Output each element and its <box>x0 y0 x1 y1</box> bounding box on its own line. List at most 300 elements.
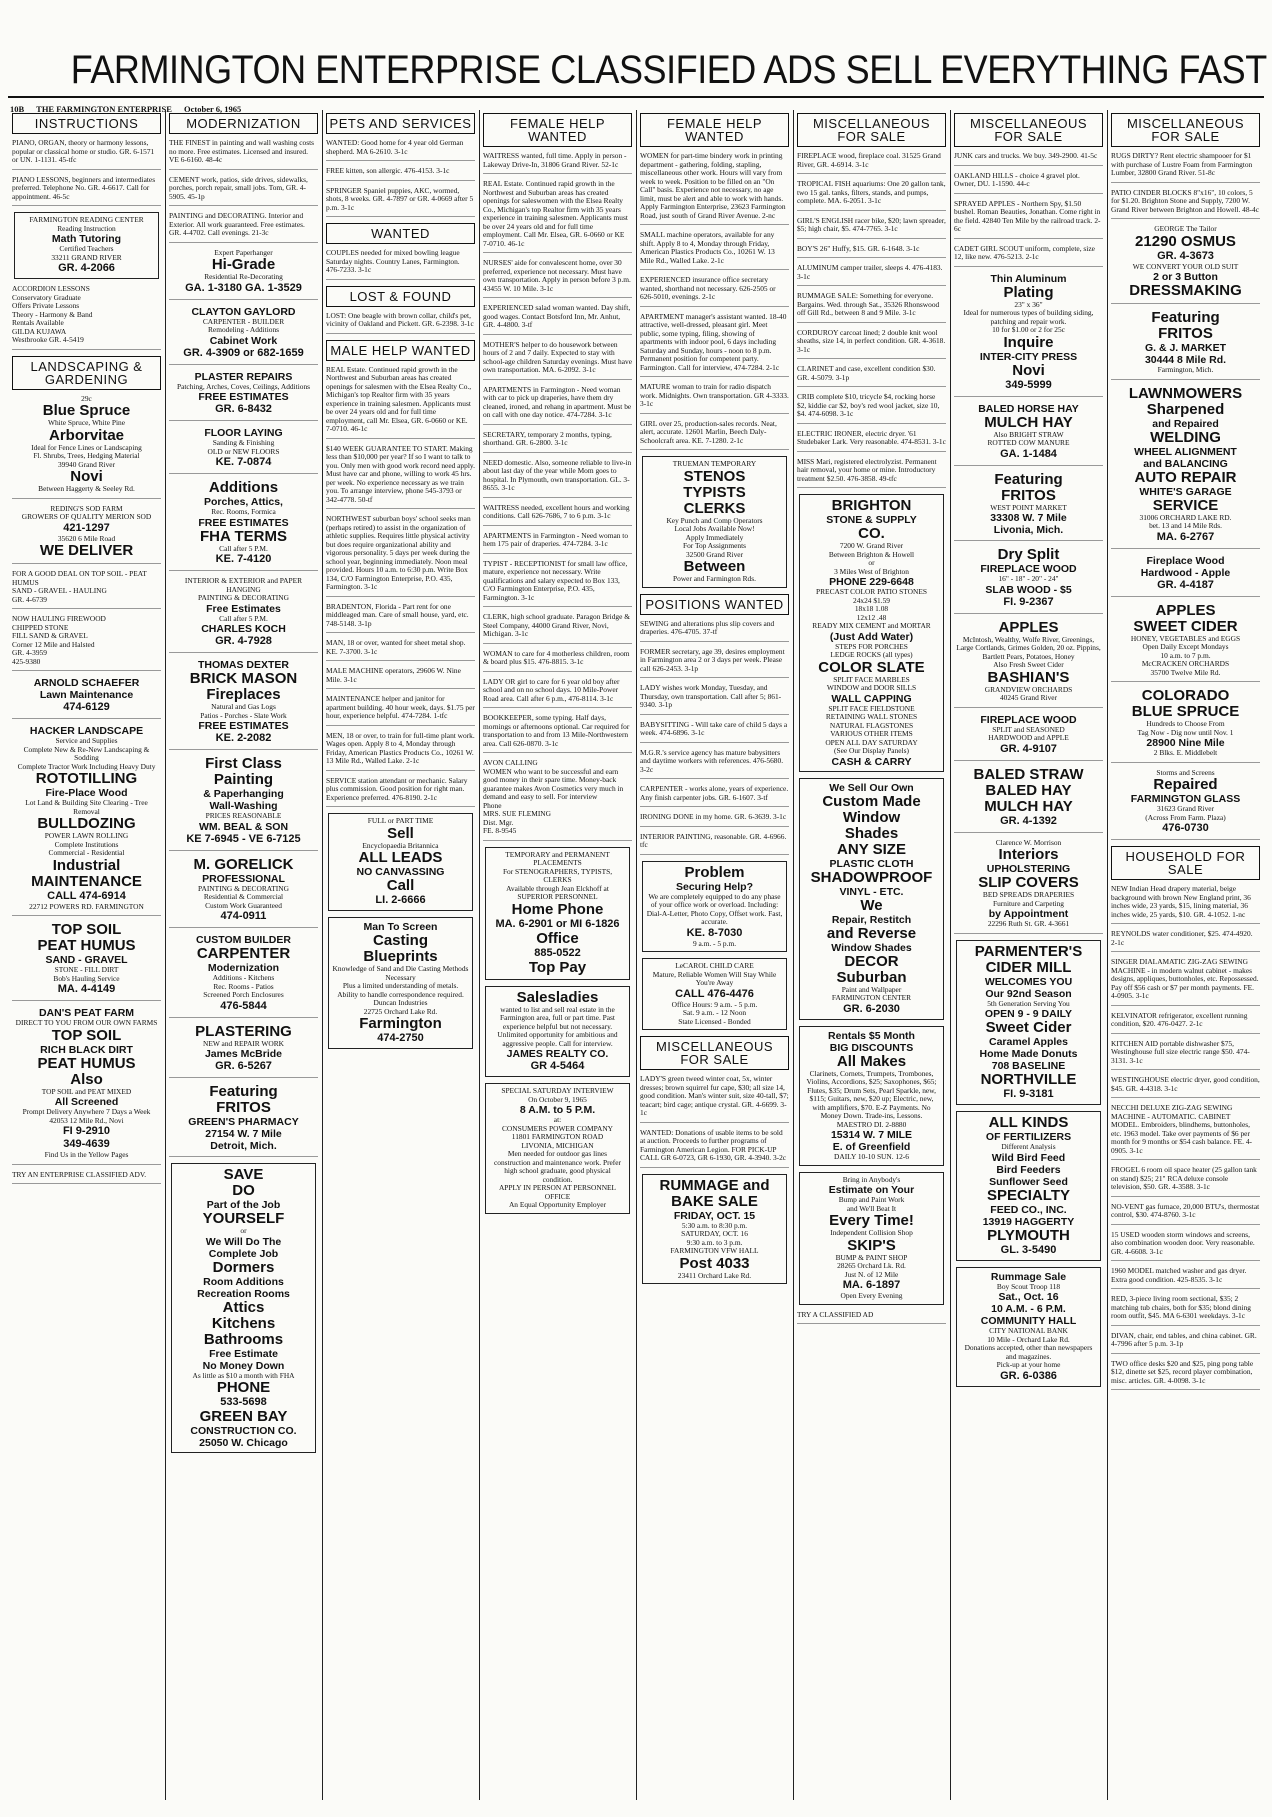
ad-line: MULCH HAY <box>984 797 1073 815</box>
ad-line: 10 Mile - Orchard Lake Rd. <box>987 1334 1070 1344</box>
ad-line: Call after 5 P.M. <box>219 543 268 553</box>
classified-ad <box>12 615 161 671</box>
ad-line: DAN'S PEAT FARM <box>38 1007 135 1019</box>
ad-line: Problem <box>684 863 745 881</box>
ad-line: LOST: One beagle with brown collar, child's pet, vicinity of Oakland and Pickett. GR. 6-2398. 3-1c <box>326 310 474 328</box>
ad-line: Dormers <box>212 1258 275 1276</box>
ad-line: PAINTING & DECORATING <box>198 593 289 602</box>
ad-line: 15 USED wooden storm windows and screens, also combination wooden door. Very reasonable. GR. 4-6608. 3-1c <box>1111 1229 1255 1256</box>
ad-line: Different Analysis <box>1001 1142 1056 1151</box>
classified-ad <box>326 515 475 597</box>
ad-line: MA. 6-2767 <box>1156 530 1215 543</box>
ad-line: DIRECT TO YOU FROM OUR OWN FARMS <box>15 1018 158 1027</box>
ad-line: Phone <box>483 800 502 810</box>
ad-line: 533-5698 <box>220 1396 267 1408</box>
classified-ad <box>483 504 632 526</box>
ad-line: Home Made Donuts <box>979 1048 1078 1060</box>
ad-line: NURSES' aide for convalescent home, over 30 preferred, experience not necessary. Must have own transportation. Apply in person before 3 p.m. 43455 W. 10 Mile. 3-1c <box>483 258 631 293</box>
ad-line: REAL Estate. Continued rapid growth in the Northwest and Suburban areas has created openings for salesmen with the Elsea Realty Co., Michigan's top Realtor firm with 35 years experience in training salesmen. Applicants must be over 24 years old and for full time employment, call Mr. Elsea, GR. 6-0660 or KE. 7-0710. 46-1c <box>326 364 472 433</box>
ad-line: GR. 4-7928 <box>215 635 272 647</box>
classified-ad <box>640 383 789 414</box>
classified-ad <box>956 1267 1101 1387</box>
ad-line: Rentals $5 Month <box>828 1029 915 1042</box>
ad-line: SPECIALTY <box>986 1186 1071 1204</box>
ad-line: PLASTERING <box>195 1022 292 1040</box>
ad-line: and BALANCING <box>1143 457 1228 470</box>
ad-line: Part of the Job <box>206 1199 281 1211</box>
ad-line: PIANO, ORGAN, theory or harmony lessons, popular or classical home or studio. GR. 6-1571 or UN. 1-1131. 45-tfc <box>12 138 155 164</box>
classified-ad <box>1111 1076 1260 1098</box>
ad-line: at: <box>553 1115 562 1124</box>
ad-line: FREE ESTIMATES <box>198 720 289 732</box>
ad-line: RUMMAGE and <box>659 1176 770 1194</box>
ad-line: Donations accepted, other than newspapers and magazines. <box>964 1343 1093 1361</box>
ad-line: MATURE woman to train for radio dispatch work. Midnights. Own transportation. GR 4-3333. 3-1c <box>640 382 789 408</box>
ad-line: Industrial <box>52 856 121 874</box>
ad-line: Porches, Attics, <box>204 496 283 508</box>
ad-line: Custom Made <box>822 792 921 810</box>
classified-ad <box>640 313 789 378</box>
ad-line: and Reverse <box>826 924 917 942</box>
ad-line: FREE kitten, son allergic. 476-4153. 3-1c <box>326 166 450 175</box>
ad-line: GR. 6-5267 <box>215 1060 272 1072</box>
classified-ad <box>485 847 630 980</box>
column-divider <box>479 110 480 1800</box>
ad-line: SERVICE station attendant or mechanic. Salary plus commission. Good position for right man. Experience preferred. 476-8190. 2-1c <box>326 775 468 802</box>
classified-ad <box>799 1172 944 1305</box>
ad-line: We Will Do The <box>205 1235 282 1248</box>
ad-line: or <box>240 1226 247 1235</box>
classified-ad <box>326 777 475 808</box>
ad-line: CLERK, high school graduate. Paragon Bridge & Steel Company, 44000 Grand River, Novi, Michigan. 3-1c <box>483 612 630 638</box>
classified-ad <box>326 139 475 161</box>
ad-line: Fireplace Wood <box>1146 554 1225 567</box>
classified-ad <box>12 922 161 1001</box>
ad-line: NORTHVILLE <box>980 1071 1077 1088</box>
column-divider <box>322 110 323 1800</box>
ad-line: McCRACKEN ORCHARDS <box>1141 659 1230 668</box>
classified-ad <box>956 1111 1101 1261</box>
ad-line: Encyclopaedia Britannica <box>362 840 439 850</box>
ad-line: An Equal Opportunity Employer <box>508 1200 607 1209</box>
classified-ad <box>328 813 473 911</box>
ad-line: Complete Institutions <box>54 839 119 849</box>
ad-line: HACKER LANDSCAPE <box>29 725 144 737</box>
ad-line: GREEN'S PHARMACY <box>188 1116 299 1128</box>
classified-ad <box>326 167 475 181</box>
ad-line: Bump and Paint Work <box>838 1195 905 1204</box>
classified-ad <box>640 620 789 642</box>
ad-line: Fire-Place Wood <box>45 787 128 799</box>
classified-ad <box>1111 1040 1260 1071</box>
classified-ad <box>1111 603 1260 683</box>
ad-line: BRADENTON, Florida - Part rent for one middleaged man. Care of small house, yard, etc. 748-5148. 3-1p <box>326 601 469 628</box>
ad-line: PLASTIC CLOTH <box>829 857 914 870</box>
ad-line: APARTMENTS in Farmington - Need woman with car to pick up draperies, have them dry cleaned, ironed, and rehang in apartment. Must be on call with one day notice. 474-7284. 3-1c <box>483 384 632 419</box>
ad-line: CALL 474-6914 <box>47 889 126 902</box>
ad-line: WOMEN who want to be successful and earn good money in their spare time. Money-back guarantee makes Avon Cosmetics very much in demand and easy to sell. For interview <box>483 766 624 801</box>
ad-line: 476-0730 <box>1162 822 1209 834</box>
column-8 <box>1111 110 1260 1800</box>
ad-line: Commercial - Residential <box>48 848 125 857</box>
classified-ad <box>1111 1203 1260 1225</box>
ad-line: James McBride <box>204 1048 283 1060</box>
ad-line: Blueprints <box>363 948 438 965</box>
classified-ad <box>954 767 1103 833</box>
ad-line: CLAYTON GAYLORD <box>191 305 296 318</box>
ad-line: SPRINGER Spaniel puppies, AKC, wormed, shots, 8 weeks. GR. 4-7897 or GR. 4-0669 after 5 p.m. 3-1c <box>326 185 474 212</box>
ad-line: 2 Blks. E. Middlebelt <box>1153 748 1218 757</box>
classified-ad <box>640 231 789 270</box>
page-number: 10B <box>10 104 25 114</box>
classified-ad <box>640 1075 789 1123</box>
classified-ad <box>483 650 632 672</box>
classified-ad <box>642 456 787 588</box>
ad-line: 425-9380 <box>12 656 41 666</box>
ad-line: RICH BLACK DIRT <box>40 1043 133 1056</box>
ad-line: 22712 POWERS RD. FARMINGTON <box>29 901 144 911</box>
ad-line: Boy Scout Troop 118 <box>996 1281 1061 1291</box>
ad-line: 9:30 a.m. to 3 p.m. <box>686 1237 743 1247</box>
ad-line: 9 a.m. - 5 p.m. <box>692 938 737 948</box>
classified-ad <box>797 180 946 211</box>
classified-ad <box>797 217 946 239</box>
ad-line: FHA TERMS <box>200 527 287 545</box>
ad-line: Home Phone <box>511 900 604 918</box>
section-heading: HOUSEHOLD FOR SALE <box>1111 846 1260 880</box>
ad-line: CO. <box>858 525 885 542</box>
ad-line: Open Every Evening <box>840 1291 903 1300</box>
ad-line: Hi-Grade <box>211 256 276 273</box>
ad-line: Recreation Rooms <box>197 1287 290 1300</box>
ad-line: BRIGHTON <box>831 497 912 514</box>
ad-line: Man To Screen <box>363 921 438 933</box>
ad-line: CORDUROY carcoat lined; 2 double knit wool sheaths, size 14, in perfect condition. GR. 4-3618. 3-1c <box>797 327 946 354</box>
ad-line: 12x12 .48 <box>856 612 887 622</box>
ad-line: Rummage Sale <box>990 1270 1067 1283</box>
ad-line: LEDGE ROCKS (all types) <box>830 650 913 659</box>
ad-line: Window Shades <box>831 941 912 954</box>
ad-line: GL. 3-5490 <box>1000 1243 1057 1256</box>
classified-ad <box>328 917 473 1049</box>
ad-line: $140 WEEK GUARANTEE TO START. Making less than $10,000 per year? If so I want to talk to you. Only men with good work record need apply. Must have car and phone, willing to work 45 hrs. per week. No experience necessary as we train you. To arrange interview, phone 545-3793 or 342-4778. 50-tf <box>326 443 475 504</box>
ad-line: ALL LEADS <box>358 849 443 866</box>
ad-line: ARNOLD SCHAEFER <box>33 677 140 689</box>
ad-line: Storms and Screens <box>1156 767 1215 777</box>
ad-line: 22725 Orchard Lake Rd. <box>363 1006 438 1016</box>
ad-line: Custom Work Guaranteed <box>205 900 282 910</box>
ad-line: GR. 6-0386 <box>1000 1369 1057 1382</box>
ad-line: Open Daily Except Mondays <box>1142 642 1229 651</box>
ad-line: 23" x 36" <box>1014 299 1043 309</box>
ad-line: Clarinets, Cornets, Trumpets, Trombones, Violins, Accordions, $25; Saxophones, $65; Flutes, $35; Drum Sets, Pearl Sparkle, new, $115; Guitars, new, $20 up; Electric, new, with amplifiers, $70. E-Z Payments. No Money Down. Trade-ins, Lessons. <box>806 1068 937 1120</box>
ad-line: KE. 2-2082 <box>215 732 272 744</box>
ad-line: Livonia, Mich. <box>993 524 1064 536</box>
section-heading: MISCELLANEOUS FOR SALE <box>797 113 946 147</box>
ad-line: NEW Indian Head drapery material, beige background with brown New England print, 36 inches wide, 23 yards, $15, lining material, 36 inches wide, 25 yards, $10. GR. 4-1052. 1-nc <box>1111 884 1251 919</box>
ad-line: INTERIOR & EXTERIOR and PAPER HANGING <box>184 576 303 594</box>
ad-line: JAMES REALTY CO. <box>506 1048 609 1060</box>
ad-line: SKIP'S <box>847 1236 896 1254</box>
classified-ad <box>954 403 1103 466</box>
ad-line: OPEN ALL DAY SATURDAY <box>825 737 918 747</box>
classified-ad <box>326 187 475 218</box>
ad-line: Knowledge of Sand and Die Casting Methods Necessary <box>332 964 469 982</box>
classified-ad <box>483 560 632 608</box>
ad-line: KE 7-6945 - VE 6-7125 <box>186 832 301 845</box>
ad-line: Math Tutoring <box>51 233 122 245</box>
ad-line: Mature, Reliable Women Will Stay While You're Away <box>652 969 777 987</box>
classified-ad <box>1111 1166 1260 1197</box>
classified-ad <box>483 431 632 453</box>
ad-line: YOURSELF <box>202 1210 285 1227</box>
ad-line: FOR A GOOD DEAL ON TOP SOIL - PEAT HUMUS <box>12 569 147 587</box>
ad-line: Estimate on Your <box>828 1184 915 1196</box>
ad-line: We are completely equipped to do any phase of your office work or overload. Including: Dial-A-Letter, Photo Copy, Offset work. Fast, accurate. <box>646 891 783 926</box>
ad-line: CARPENTER - works alone, years of experience. Any finish carpenter jobs. GR. 6-1607. 3-tf <box>640 784 789 802</box>
ad-line: Novi <box>70 468 103 485</box>
ad-line: Top Pay <box>528 958 587 976</box>
ad-line: MAN, 18 or over, wanted for sheet metal shop. KE. 7-3700. 3-1c <box>326 638 466 656</box>
ad-line: POWER LAWN ROLLING <box>44 831 129 840</box>
ad-line: Room Additions <box>203 1275 284 1288</box>
ad-line: Office <box>536 929 579 947</box>
ad-line: ALL KINDS <box>988 1114 1069 1131</box>
ad-line: ROTTED COW MANURE <box>987 438 1070 447</box>
ad-line: GILDA KUJAWA <box>12 326 67 336</box>
classified-ad <box>640 813 789 827</box>
ad-line: Furniture and Carpeting <box>992 898 1065 908</box>
ad-line: Ideal for Fence Lines or Landscaping <box>31 442 142 452</box>
ad-line: CASH & CARRY <box>831 755 912 768</box>
section-heading: WANTED <box>326 223 475 244</box>
ad-line: ALUMINUM camper trailer, sleeps 4. 476-4183. 3-1c <box>797 263 943 281</box>
ad-line: WHEEL ALIGNMENT <box>1134 445 1237 458</box>
ad-line: FI 9-2910 <box>62 1125 111 1137</box>
ad-line: KE. 7-0874 <box>215 456 272 468</box>
classified-ad <box>954 245 1103 267</box>
ad-line: LADY'S green tweed winter coat, 5x, winter dresses; brown squirrel fur cape, $30; all size 14, good condition. Man's winter suit, size 40-tall, $7; teacart; bird cage; antique crystal. GR. 4-6699. 3-1c <box>640 1074 789 1117</box>
ad-line: BLUE SPRUCE <box>1131 703 1240 720</box>
ad-line: GIRL over 25, production-sales records. Neat, alert, accurate. 12601 Marlin, Beech Daly-Schoolcraft area. KE. 7-1280. 2-1c <box>640 418 777 445</box>
ad-line: Our 92nd Season <box>985 987 1072 1000</box>
ad-line: FRIDAY, OCT. 15 <box>673 1209 756 1222</box>
ad-line: GR. 6-2030 <box>843 1002 900 1015</box>
classified-ad <box>326 249 475 280</box>
ad-line: FREE ESTIMATES <box>198 391 289 403</box>
ad-line: TEMPORARY and PERMANENT PLACEMENTS <box>505 849 610 867</box>
classified-ad <box>954 472 1103 542</box>
ad-line: Plus a limited understanding of metals. Ability to handle correspondence required. <box>337 981 464 999</box>
ad-line: Corner 12 Mile and Halsted <box>12 639 95 649</box>
ad-line: Farmington <box>359 1015 442 1032</box>
ad-line: GA. 1-1484 <box>1000 447 1057 460</box>
classified-ad <box>483 532 632 554</box>
ad-line: FRITOS <box>216 1099 271 1116</box>
ad-line: KE. 8-7030 <box>686 926 743 939</box>
classified-ad <box>954 200 1103 239</box>
ad-line: Patios - Porches - Slate Work <box>200 710 287 720</box>
ad-line: MRS. SUE FLEMING <box>483 809 551 818</box>
classified-ad <box>483 678 632 709</box>
ad-line: LIVONIA, MICHIGAN <box>521 1140 594 1150</box>
classified-ad <box>1111 1231 1260 1262</box>
ad-line: Rec. Rooms, Formica <box>211 507 276 516</box>
ad-line: G. & J. MARKET <box>1144 342 1227 354</box>
ad-line: GROWERS OF QUALITY MERION SOD <box>21 512 152 521</box>
classified-ad <box>12 395 161 499</box>
ad-line: Salesladies <box>516 988 599 1006</box>
ad-line: 32500 Grand River <box>685 549 744 559</box>
ad-line: FARMINGTON READING CENTER <box>29 215 144 224</box>
ad-line: Also <box>70 1070 103 1088</box>
ad-line: LADY OR girl to care for 6 year old boy after school and on no school days. 10 Mile-Power Road area. Call after 6 p.m., 476-8114. 3-1c <box>483 676 620 703</box>
ad-line: Featuring <box>209 1083 278 1100</box>
ad-line: 474-0911 <box>220 910 267 922</box>
ad-line: 29c <box>81 393 92 403</box>
ad-line: (Just Add Water) <box>829 630 914 643</box>
ad-line: OAKLAND HILLS - choice 4 gravel plot. Owner, DU. 1-1590. 44-c <box>954 170 1080 188</box>
classified-ad <box>642 958 787 1030</box>
ad-line: Office Hours: 9 a.m. - 5 p.m. <box>671 999 758 1009</box>
ad-line: SPLIT and SEASONED <box>992 724 1065 734</box>
ad-line: Sat. 9 a.m. - 12 Noon <box>682 1008 747 1017</box>
ad-line: WINDOW and DOOR SILLS <box>826 683 917 692</box>
column-1 <box>12 110 161 1800</box>
ad-line: 28900 Nine Mile <box>1146 737 1225 749</box>
ad-line: FEED CO., INC. <box>990 1203 1067 1216</box>
classified-ad <box>797 292 946 323</box>
ad-line: MALE MACHINE operators, 29606 W. Nine Mile. 3-1c <box>326 666 461 684</box>
ad-line: BUMP & PAINT SHOP <box>835 1252 908 1262</box>
ad-line: M. GORELICK <box>193 855 294 873</box>
ad-line: Painting <box>213 771 274 788</box>
ad-line: CLERKS <box>683 499 746 517</box>
classified-ad <box>797 245 946 259</box>
classified-ad <box>1111 555 1260 597</box>
ad-line: BAKE SALE <box>671 1192 758 1210</box>
ad-line: Complete Tractor Work Including Heavy Duty <box>17 761 156 771</box>
ad-line: FROGEL 6 room oil space heater (25 gallon tank on stand) $25; 21" RCA deluxe console television, $50. GR. 4-3588. 3-1c <box>1111 1165 1257 1191</box>
ad-line: & Paperhanging <box>203 788 284 800</box>
ad-line: 30444 8 Mile Rd. <box>1144 354 1227 366</box>
classified-ad <box>326 732 475 771</box>
ad-line: 24x24 $1.59 <box>853 595 890 605</box>
ad-line: NECCHI DELUXE ZIG-ZAG SEWING MACHINE - AUTOMATIC. CABINET MODEL. Embroiders, blindhems, buttonholes, etc. 1963 model. Take over payments of $6 per month for 9 months or $54 cash balance. FE. 4-0905. 3-1c <box>1111 1103 1253 1155</box>
ad-line: SMALL machine operators, available for any shift. Apply 8 to 4, Monday through Friday, American Plastics Products Co., 10261 W. 13 Mile Rd., Walled Lake. 2-1c <box>640 230 775 265</box>
ad-line: ELECTRIC IRONER, electric dryer. '61 Studebaker Lark. Very reasonable. 474-8531. 3-1c <box>797 428 946 446</box>
classified-ad <box>1111 1295 1260 1326</box>
ad-line: Shades <box>844 824 899 842</box>
classified-ad <box>954 620 1103 708</box>
ad-line: 35620 6 Mile Road <box>57 533 116 543</box>
ad-line: WHITE'S GARAGE <box>1139 485 1232 498</box>
ad-line: SAND - GRAVEL - HAULING <box>12 586 107 595</box>
ad-line: FORMER secretary, age 39, desires employment in Farmington area 2 or 3 days per week. Please call 626-2453. 3-1p <box>640 646 785 673</box>
classified-ad <box>169 427 318 474</box>
ad-line: Hundreds to Choose From <box>1146 719 1225 728</box>
ad-line: DRESSMAKING <box>1129 282 1242 299</box>
ad-line: PEAT HUMUS <box>37 937 136 954</box>
ad-line: COLORADO <box>1141 687 1230 704</box>
classified-ad <box>640 785 789 807</box>
ad-line: CUSTOM BUILDER <box>196 934 291 946</box>
ad-line: FARMINGTON VFW HALL <box>670 1246 759 1255</box>
ad-line: 708 BASELINE <box>991 1060 1066 1072</box>
ad-line: PHONE <box>216 1379 271 1396</box>
ad-line: TWO office desks $20 and $25, ping pong table $12, dinette set $25, record player combination, misc. articles. GR. 4-0098. 3-1c <box>1111 1358 1254 1385</box>
ad-line: GR. 4-4187 <box>1157 578 1214 591</box>
ad-line: Window <box>842 808 901 826</box>
section-heading: MISCELLANEOUS FOR SALE <box>1111 113 1260 147</box>
ad-line: bet. 13 and 14 Mile Rds. <box>1149 521 1222 530</box>
section-heading: PETS AND SERVICES <box>326 113 475 134</box>
ad-line: Bathrooms <box>203 1330 284 1348</box>
ad-line: COLOR SLATE <box>818 658 925 676</box>
classified-ad <box>326 366 475 439</box>
ad-line: SLAB WOOD - $5 <box>985 583 1072 596</box>
ad-line: REDING'S SOD FARM <box>50 503 123 513</box>
ad-line: SPECIAL SATURDAY INTERVIEW <box>501 1086 614 1095</box>
ad-line: PLASTER REPAIRS <box>194 370 293 383</box>
classified-ad <box>483 459 632 498</box>
ad-line: PLYMOUTH <box>987 1226 1070 1244</box>
ad-line: Certified Teachers <box>59 244 114 253</box>
ad-line: INTER-CITY PRESS <box>979 350 1078 363</box>
ad-line: CRIB complete $10, tricycle $4, rocking horse $2, kiddie car $2, boy's red wool jacket, size 10, $4. 474-6098. 3-1c <box>797 392 940 418</box>
ad-line: CARPENTER <box>196 945 291 962</box>
ad-line: CIDER MILL <box>985 958 1072 976</box>
ad-line: State Licensed - Bonded <box>678 1016 751 1026</box>
ad-line: NEW and REPAIR WORK <box>203 1038 284 1048</box>
ad-line: 22296 Ruth St. GR. 4-3661 <box>987 919 1070 928</box>
ad-line: 10 for $1.00 or 2 for 25c <box>992 325 1065 334</box>
ad-line: REAL Estate. Continued rapid growth in the Northwest and Suburban areas has created openings for saleswomen with the Elsea Realty Co., Michigan's top Realtor firm with 35 years experience in training salesmen. Applicants must be over 24 years old and for full time employment. Call Mr. Elsea, GR. 6-0660 or KE 7-0710. 46-1c <box>483 179 628 248</box>
classified-ad <box>483 386 632 425</box>
section-heading: MISCELLANEOUS FOR SALE <box>954 113 1103 147</box>
classified-ad <box>169 480 318 571</box>
section-heading: POSITIONS WANTED <box>640 594 789 615</box>
ad-line: PEAT HUMUS <box>37 1054 136 1072</box>
ad-line: DIVAN, chair, end tables, and china cabinet. GR. 4-7996 after 5 p.m. 3-1p <box>1111 1330 1257 1348</box>
ad-line: E. of Greenfield <box>832 1141 911 1153</box>
classified-ad <box>954 714 1103 761</box>
ad-line: Find Us in the Yellow Pages <box>44 1150 129 1159</box>
ad-line: or <box>868 558 875 567</box>
column-divider <box>636 110 637 1800</box>
ad-line: SATURDAY, OCT. 16 <box>681 1229 748 1238</box>
ad-line: BULLDOZING <box>37 815 136 832</box>
paper-name: THE FARMINGTON ENTERPRISE <box>36 104 172 114</box>
section-heading: MALE HELP WANTED <box>326 340 475 361</box>
ad-line: Post 4033 <box>679 1254 750 1272</box>
ad-line: FIREPLACE WOOD <box>980 563 1077 575</box>
ad-line: READY MIX CEMENT and MORTAR <box>812 621 931 630</box>
ad-line: STONE - FILL DIRT <box>54 965 119 974</box>
ad-line: 10 a.m. to 7 p.m. <box>1160 650 1211 660</box>
classified-ad <box>169 249 318 300</box>
ad-line: 349-4639 <box>63 1138 110 1150</box>
ad-line: M.G.R.'s service agency has mature babysitters and daytime workers with references. 476-5680. 3-2c <box>640 747 784 774</box>
ad-line: Between <box>683 558 746 575</box>
ad-line: BALED HAY <box>985 781 1072 799</box>
column-divider <box>1107 110 1108 1800</box>
section-heading: FEMALE HELP WANTED <box>483 113 632 147</box>
ad-line: RETAINING WALL STONES <box>825 712 918 721</box>
ad-line: (See Our Display Panels) <box>834 746 909 755</box>
classified-ad <box>12 285 161 350</box>
ad-line: WESTINGHOUSE electric dryer, good condition, $45. GR. 4-4318. 3-1c <box>1111 1075 1260 1093</box>
